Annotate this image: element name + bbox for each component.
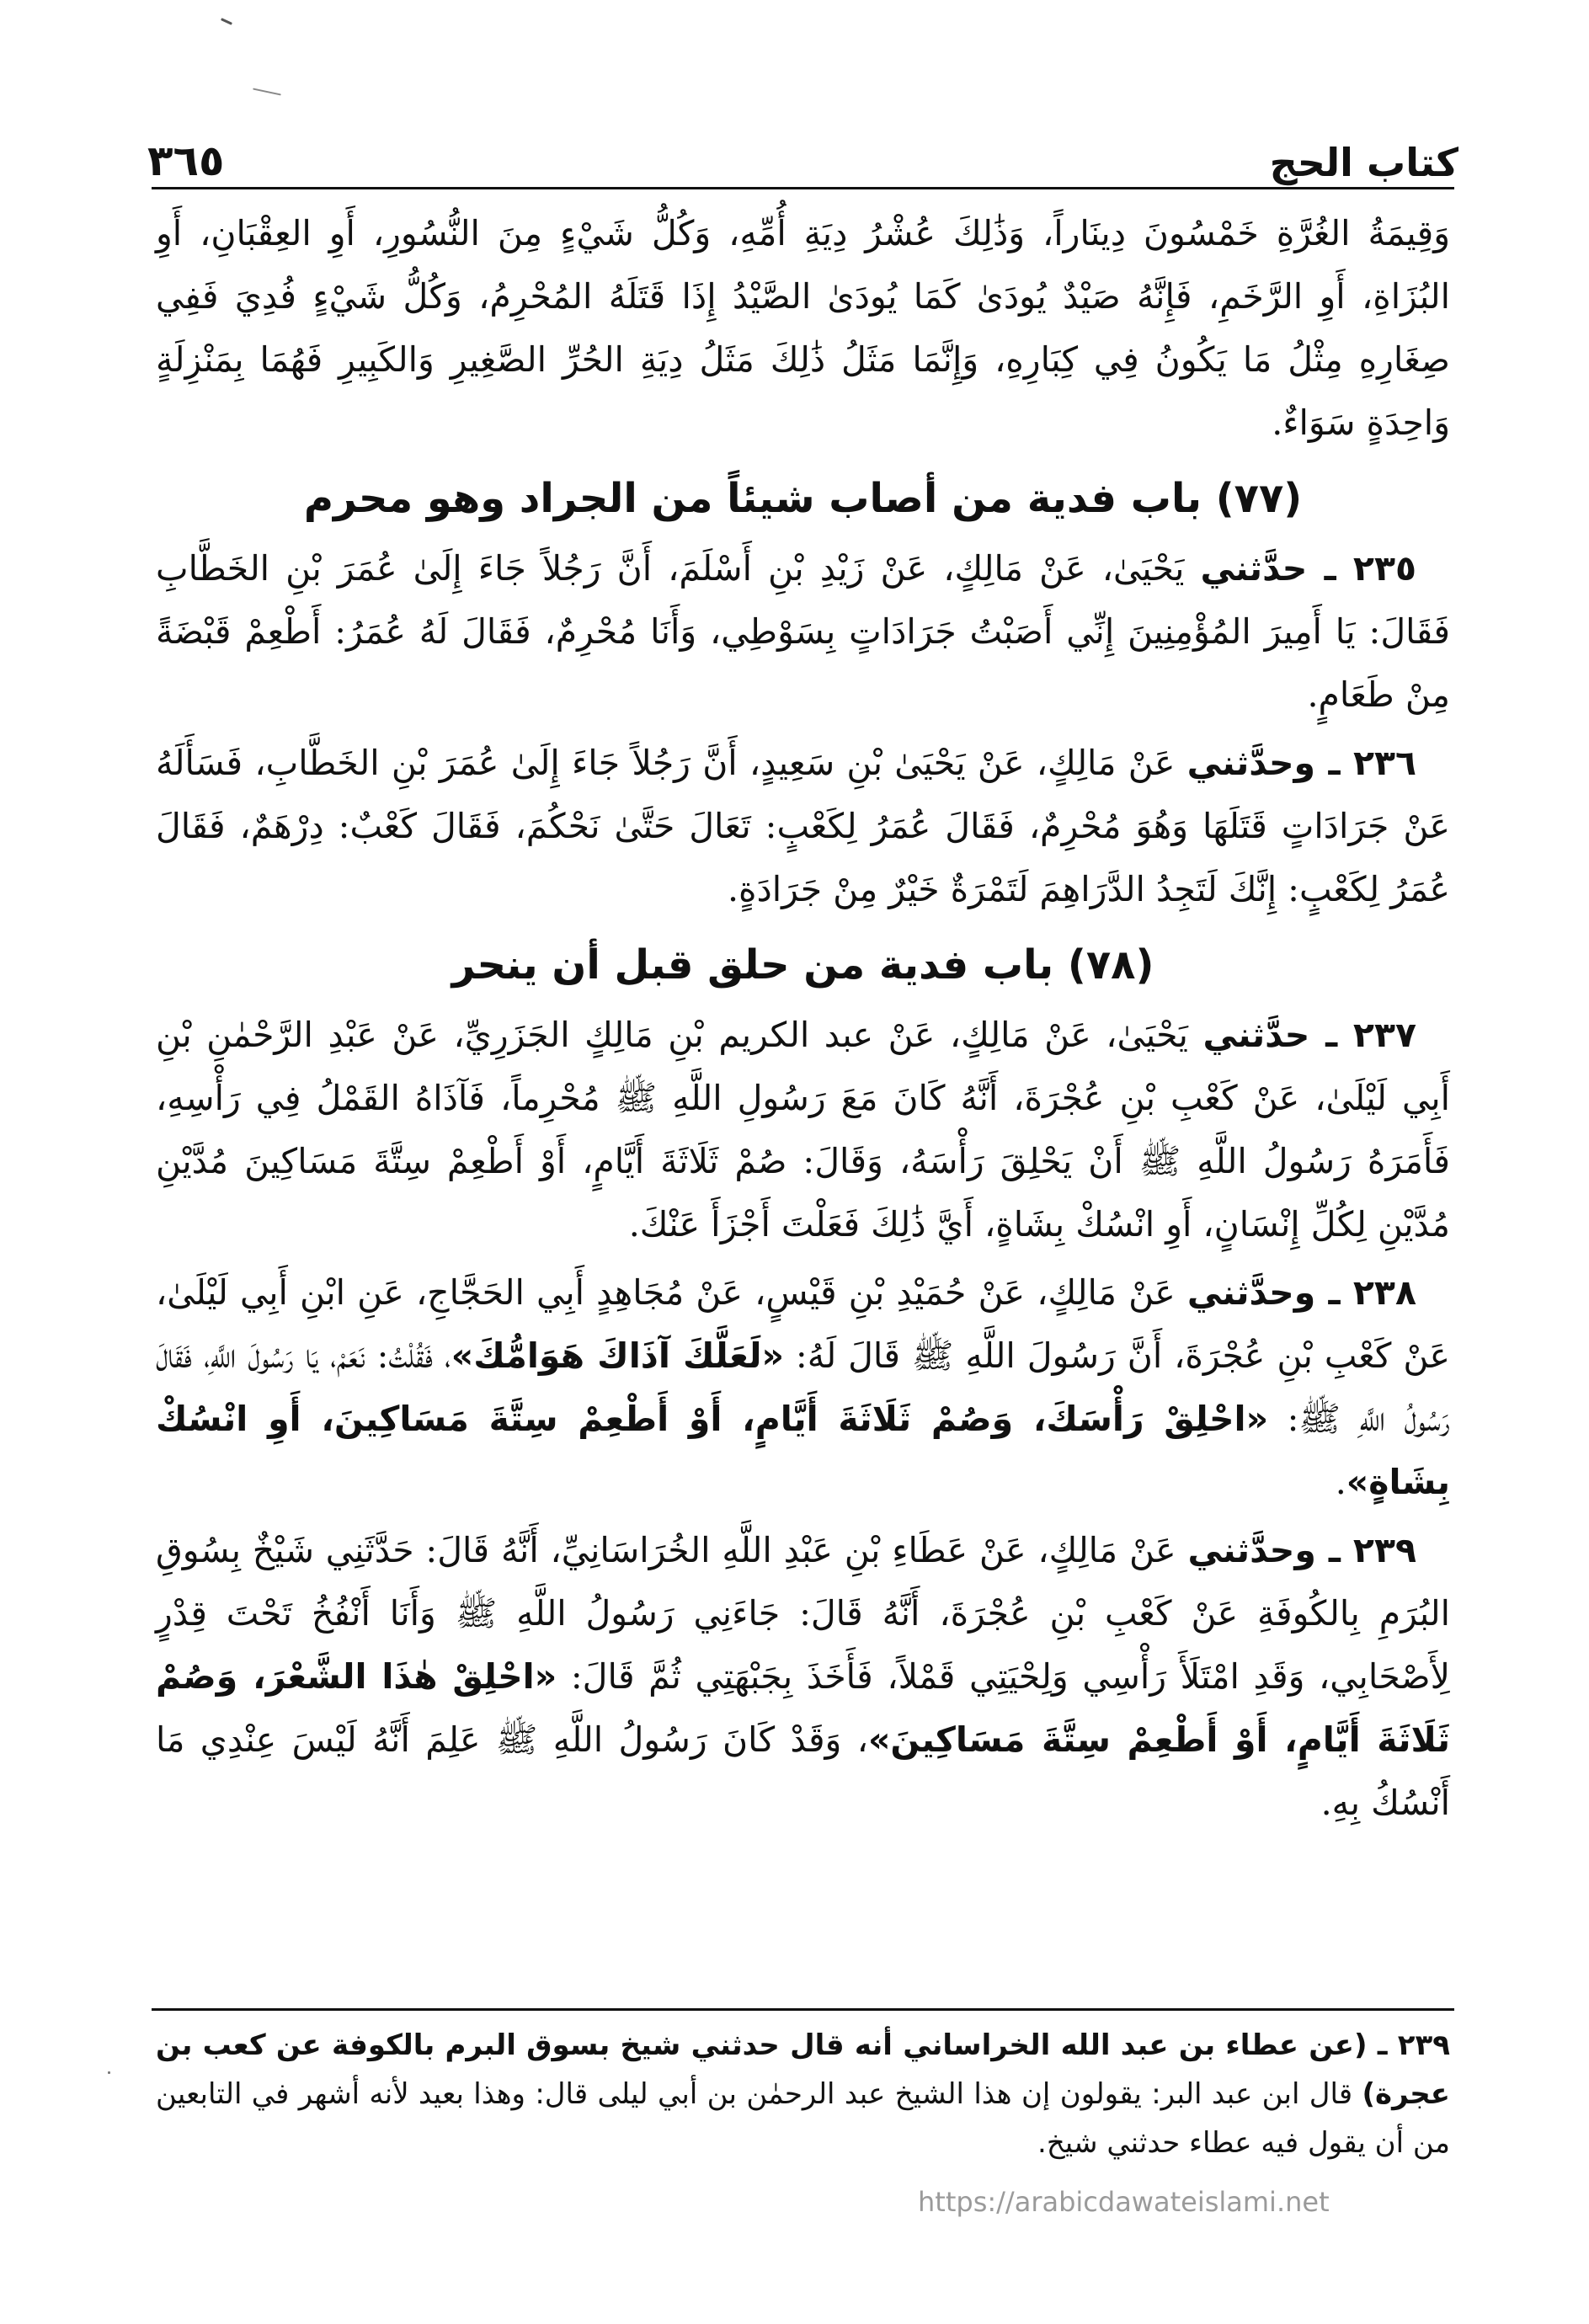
hadith-239 — [156, 1519, 1450, 1835]
intro-paragraph: وَقِيمَةُ الغُرَّةِ خَمْسُونَ دِينَاراً، وَذَٰلِكَ عُشْرُ دِيَةِ أُمِّهِ، وَكُلُّ شَيْءٍ مِنَ النُّسُورِ، أَوِ العِقْبَانِ، أَوِ البُزَاةِ، أَوِ الرَّخَمِ، فَإِنَّهُ صَيْدٌ يُودَىٰ كَمَا يُودَىٰ الصَّيْدُ إِذَا قَتَلَهُ المُحْرِمُ، وَكُلُّ شَيْءٍ فُدِيَ فَفِي صِغَارِهِ مِثْلُ مَا يَكُونُ فِي كِبَارِهِ، وَإِنَّمَا مَثَلُ ذَٰلِكَ مَثَلُ دِيَةِ الحُرِّ الصَّغِيرِ وَالكَبِيرِ فَهُمَا بِمَنْزِلَةٍ وَاحِدَةٍ سَوَاءٌ. — [156, 213, 1450, 443]
hadith-238-quote-1: «لَعَلَّكَ آذَاكَ هَوَامُّكَ» — [451, 1335, 784, 1376]
hadith-238-text-2: ، فَقُلْتُ: نَعَمْ، يَا رَسُولَ اللَّهِ، فَقَالَ رَسُولُ اللَّهِ ﷺ: — [156, 1335, 1450, 1439]
footnote-heading: ٢٣٩ ـ (عن عطاء بن عبد الله الخراساني أنه قال حدثني شيخ بسوق البرم بالكوفة عن كعب بن عجرة) — [156, 2028, 1450, 2111]
book-title: كتاب الحج — [1269, 140, 1458, 185]
hadith-237-lead: ٢٣٧ ـ حدَّثني — [1202, 1015, 1416, 1055]
hadith-238-lead: ٢٣٨ ـ وحدَّثني — [1186, 1272, 1416, 1313]
hadith-239-text-1: عَنْ مَالِكٍ، عَنْ عَطَاءِ بْنِ عَبْدِ اللَّهِ الخُرَاسَانِيِّ، أَنَّهُ قَالَ: حَدَّثَنِي شَيْخٌ بِسُوقِ البُرَمِ بِالكُوفَةِ عَنْ كَعْبِ بْنِ عُجْرَةَ، أَنَّهُ قَالَ: جَاءَنِي رَسُولُ اللَّهِ ﷺ وَأَنَا أَنْفُخُ تَحْتَ قِدْرٍ لِأَصْحَابِي، وَقَدِ امْتَلَأَ رَأْسِي وَلِحْيَتِي قَمْلاً، فَأَخَذَ بِجَبْهَتِي ثُمَّ قَالَ: — [156, 1530, 1450, 1697]
hadith-237-text: يَحْيَىٰ، عَنْ مَالِكٍ، عَنْ عبد الكريم بْنِ مَالِكٍ الجَزَرِيِّ، عَنْ عَبْدِ الرَّحْمٰنِ بْنِ أَبِي لَيْلَىٰ، عَنْ كَعْبِ بْنِ عُجْرَةَ، أَنَّهُ كَانَ مَعَ رَسُولِ اللَّهِ ﷺ مُحْرِماً، فَآذَاهُ القَمْلُ فِي رَأْسِهِ، فَأَمَرَهُ رَسُولُ اللَّهِ ﷺ أَنْ يَحْلِقَ رَأْسَهُ، وَقَالَ: صُمْ ثَلَاثَةَ أَيَّامٍ، أَوْ أَطْعِمْ سِتَّةَ مَسَاكِينَ مُدَّيْنِ مُدَّيْنِ لِكُلِّ إِنْسَانٍ، أَوِ انْسُكْ بِشَاةٍ، أَيَّ ذَٰلِكَ فَعَلْتَ أَجْزَأَ عَنْكَ. — [156, 1015, 1450, 1245]
footnote-rule — [152, 2008, 1454, 2011]
hadith-238-text-1: عَنْ مَالِكٍ، عَنْ حُمَيْدِ بْنِ قَيْسٍ، عَنْ مُجَاهِدٍ أَبِي الحَجَّاجِ، عَنِ ابْنِ أَبِي لَيْلَىٰ، عَنْ كَعْبِ بْنِ عُجْرَةَ، أَنَّ رَسُولَ اللَّهِ ﷺ قَالَ لَهُ: — [156, 1272, 1450, 1376]
running-header — [147, 118, 1458, 185]
hadith-238 — [156, 1261, 1450, 1514]
hadith-239-lead: ٢٣٩ ـ وحدَّثني — [1187, 1530, 1416, 1570]
chapter-title-77: (٧٧) باب فدية من أصاب شيئاً من الجراد وهو محرم — [303, 475, 1303, 522]
chapter-title-78: (٧٨) باب فدية من حلق قبل أن ينحر — [451, 941, 1154, 989]
scan-speck — [253, 88, 281, 95]
hadith-238-text-3: . — [1335, 1462, 1346, 1502]
hadith-236-lead: ٢٣٦ ـ وحدَّثني — [1186, 743, 1417, 783]
hadith-237 — [156, 1004, 1450, 1256]
hadith-235-lead: ٢٣٥ ـ حدَّثني — [1200, 548, 1416, 589]
header-rule — [152, 187, 1454, 189]
page-number: ٣٦٥ — [147, 136, 225, 185]
footnote — [156, 2021, 1450, 2167]
hadith-236 — [156, 732, 1450, 921]
scan-speck — [108, 2071, 110, 2074]
hadith-235-text: يَحْيَىٰ، عَنْ مَالِكٍ، عَنْ زَيْدِ بْنِ أَسْلَمَ، أَنَّ رَجُلاً جَاءَ إِلَىٰ عُمَرَ بْنِ الخَطَّابِ فَقَالَ: يَا أَمِيرَ المُؤْمِنِينَ إِنِّي أَصَبْتُ جَرَادَاتٍ بِسَوْطِي، وَأَنَا مُحْرِمٌ، فَقَالَ لَهُ عُمَرُ: أَطْعِمْ قَبْضَةً مِنْ طَعَامٍ. — [156, 548, 1450, 715]
main-text — [156, 202, 1450, 1840]
watermark-url: https://arabicdawateislami.net — [918, 2186, 1330, 2218]
hadith-236-text: عَنْ مَالِكٍ، عَنْ يَحْيَىٰ بْنِ سَعِيدٍ، أَنَّ رَجُلاً جَاءَ إِلَىٰ عُمَرَ بْنِ الخَطَّابِ، فَسَأَلَهُ عَنْ جَرَادَاتٍ قَتَلَهَا وَهُوَ مُحْرِمٌ، فَقَالَ عُمَرُ لِكَعْبٍ: تَعَالَ حَتَّىٰ نَحْكُمَ، فَقَالَ كَعْبٌ: دِرْهَمٌ، فَقَالَ عُمَرُ لِكَعْبٍ: إِنَّكَ لَتَجِدُ الدَّرَاهِمَ لَتَمْرَةٌ خَيْرٌ مِنْ جَرَادَةٍ. — [156, 743, 1450, 909]
footnote-text: قال ابن عبد البر: يقولون إن هذا الشيخ عبد الرحمٰن بن أبي ليلى قال: وهذا بعيد لأنه أشهر في التابعين من أن يقول فيه عطاء حدثني شيخ. — [156, 2077, 1450, 2160]
hadith-238-quote-2: «احْلِقْ رَأْسَكَ، وَصُمْ ثَلَاثَةَ أَيَّامٍ، أَوْ أَطْعِمْ سِتَّةَ مَسَاكِينَ، أَوِ انْسُكْ بِشَاةٍ» — [156, 1399, 1450, 1502]
scan-speck — [221, 18, 232, 25]
hadith-239-text-2: ، وَقَدْ كَانَ رَسُولُ اللَّهِ ﷺ عَلِمَ أَنَّهُ لَيْسَ عِنْدِي مَا أَنْسُكُ بِهِ. — [156, 1719, 1450, 1823]
hadith-239-quote-1: «احْلِقْ هٰذَا الشَّعْرَ، وَصُمْ ثَلَاثَةَ أَيَّامٍ، أَوْ أَطْعِمْ سِتَّةَ مَسَاكِينَ» — [156, 1656, 1450, 1760]
hadith-235 — [156, 537, 1450, 727]
